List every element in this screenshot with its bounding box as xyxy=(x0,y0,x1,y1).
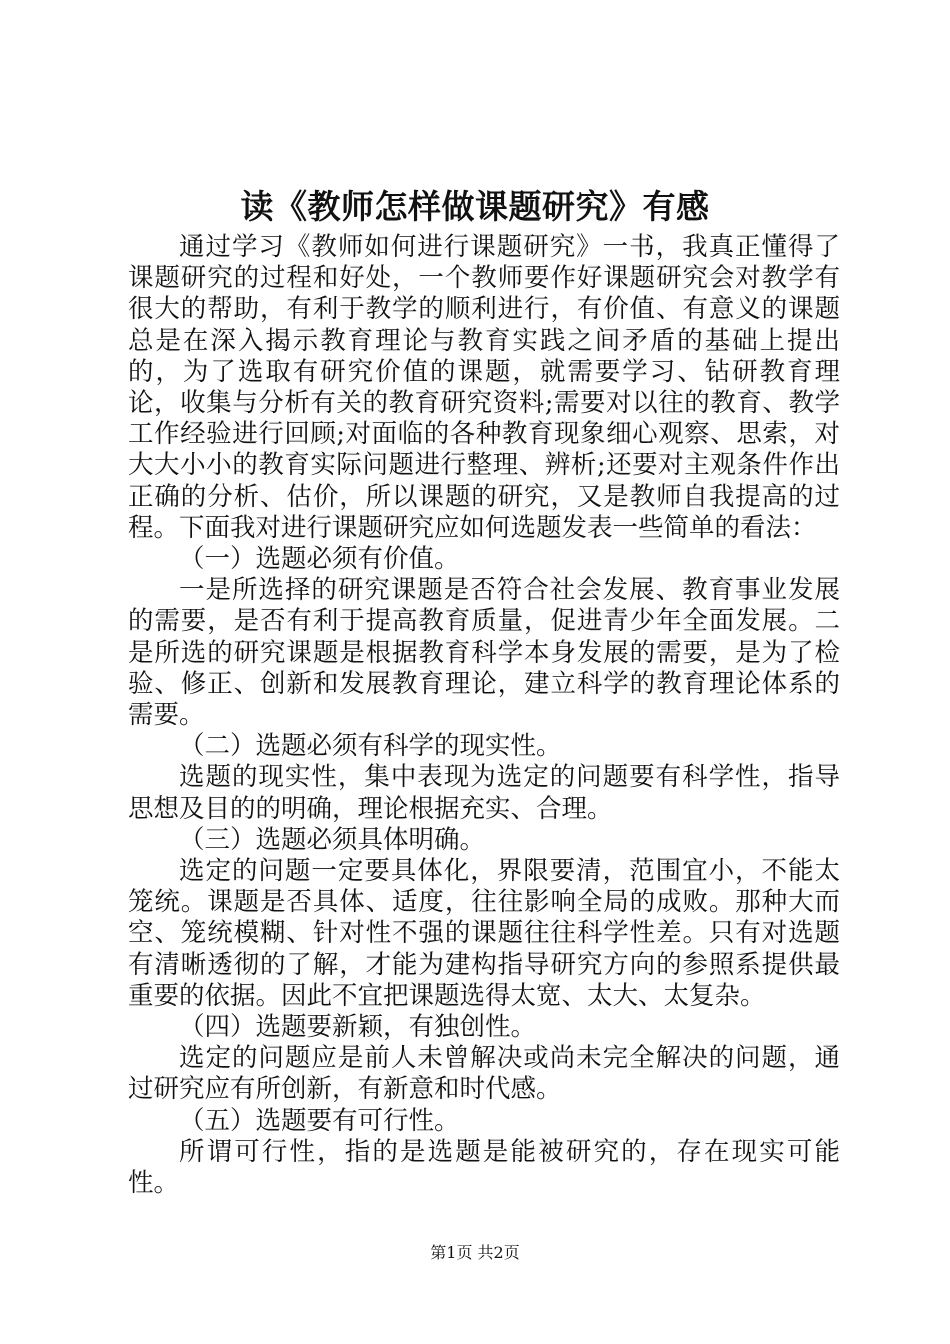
section-heading-1: （一）选题必须有价值。 xyxy=(179,544,460,575)
section-heading-4: （四）选题要新颖，有独创性。 xyxy=(179,1012,537,1043)
paragraph-section-3: 选定的问题一定要具体化，界限要清，范围宜小，不能太笼统。课题是否具体、适度，往往影响全局的成败。那种大而空、笼统模糊、针对性不强的课题往往科学性差。只有对选题有清晰透彻的了解，才能为建构指导研究方向的参照系提供最重要的依据。因此不宜把课题选得太宽、太大、太复杂。 xyxy=(128,856,840,1011)
section-heading-5: （五）选题要有可行性。 xyxy=(179,1105,460,1136)
document-title: 读《教师怎样做课题研究》有感 xyxy=(240,187,710,226)
paragraph-intro: 通过学习《教师如何进行课题研究》一书，我真正懂得了课题研究的过程和好处，一个教师要作好课题研究会对教学有很大的帮助，有利于教学的顺利进行，有价值、有意义的课题总是在深入揭示教育理论与教育实践之间矛盾的基础上提出的，为了选取有研究价值的课题，就需要学习、钻研教育理论，收集与分析有关的教育研究资料;需要对以往的教育、教学工作经验进行回顾;对面临的各种教育现象细心观察、思索，对大大小小的教育实际问题进行整理、辨析;还要对主观条件作出正确的分析、估价，所以课题的研究，又是教师自我提高的过程。下面我对进行课题研究应如何选题发表一些简单的看法： xyxy=(128,232,840,543)
document-body xyxy=(128,232,840,1199)
section-heading-3: （三）选题必须具体明确。 xyxy=(179,824,486,855)
page-number-footer: 第1页 共2页 xyxy=(430,1243,520,1262)
section-heading-2: （二）选题必须有科学的现实性。 xyxy=(179,731,562,762)
paragraph-section-5: 所谓可行性，指的是选题是能被研究的，存在现实可能性。 xyxy=(128,1136,840,1199)
paragraph-section-4: 选定的问题应是前人未曾解决或尚未完全解决的问题，通过研究应有所创新，有新意和时代感。 xyxy=(128,1043,840,1105)
paragraph-section-1: 一是所选择的研究课题是否符合社会发展、教育事业发展的需要，是否有利于提高教育质量，促进青少年全面发展。二是所选的研究课题是根据教育科学本身发展的需要，是为了检验、修正、创新和发展教育理论，建立科学的教育理论体系的需要。 xyxy=(128,575,840,731)
paragraph-section-2: 选题的现实性，集中表现为选定的问题要有科学性，指导思想及目的的明确，理论根据充实、合理。 xyxy=(128,762,840,824)
